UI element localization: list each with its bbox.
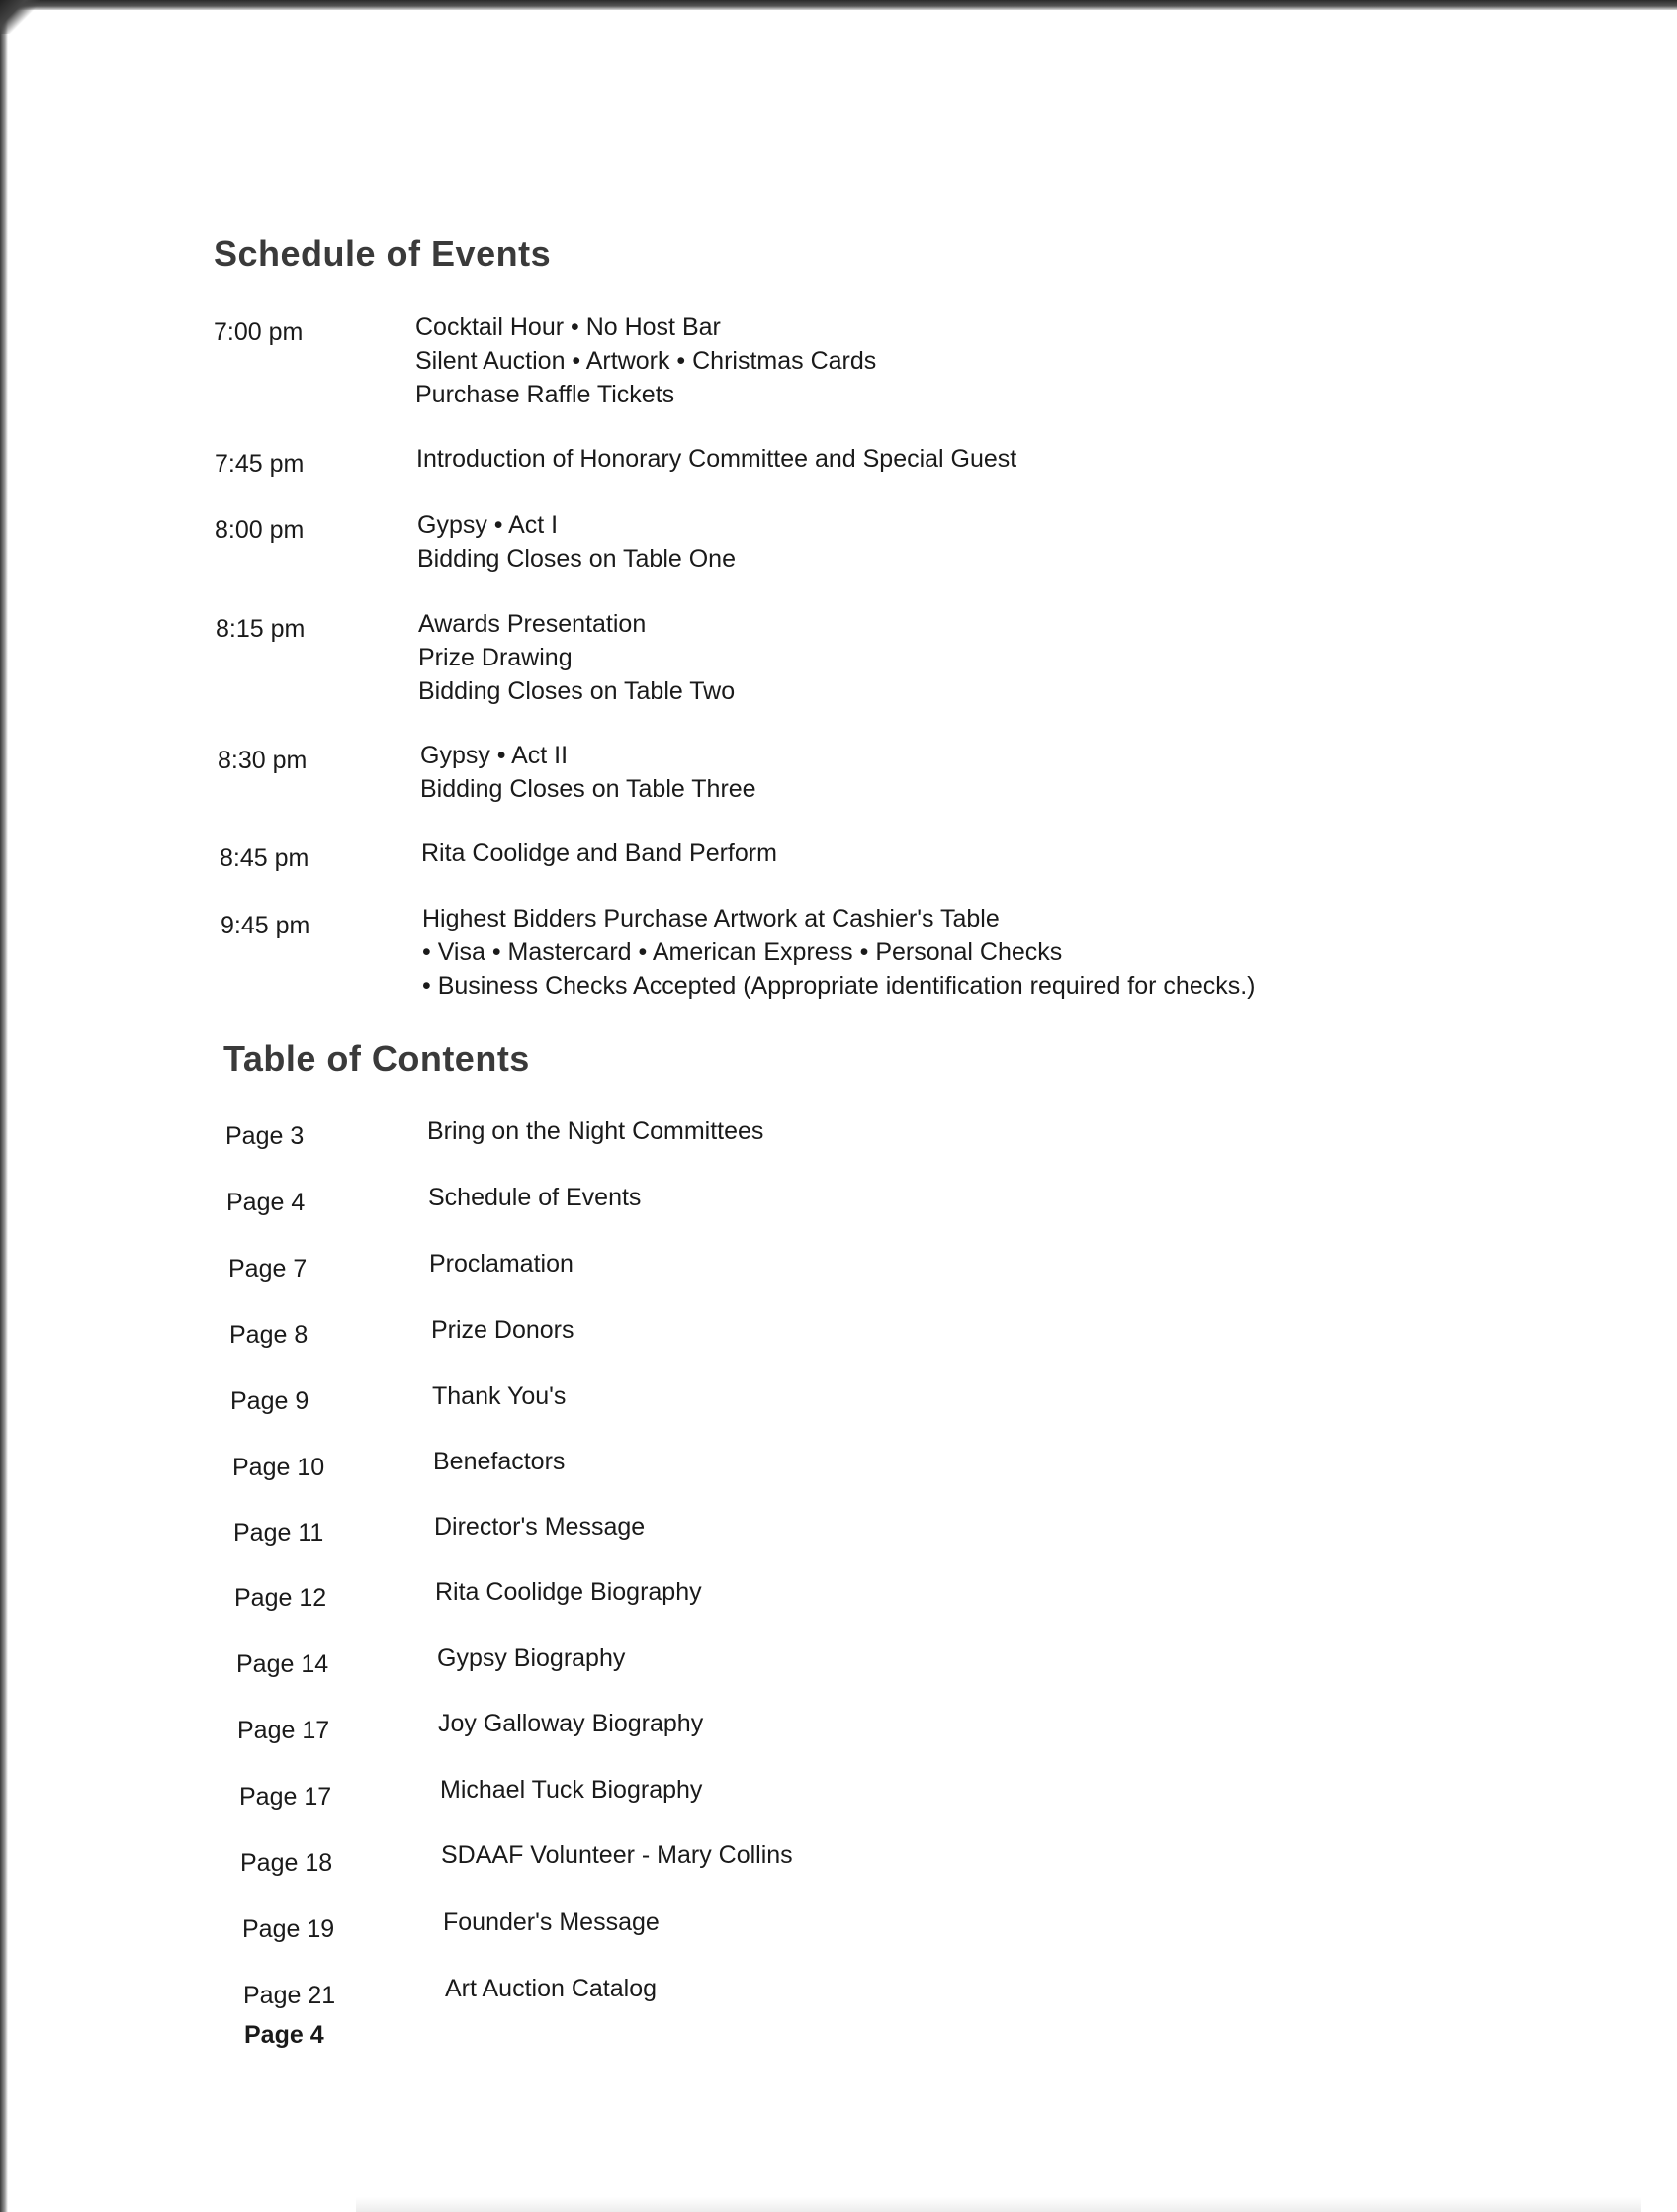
- event-time: 7:00 pm: [214, 318, 304, 346]
- toc-entry-label: Director's Message: [434, 1513, 646, 1541]
- event-line: Bidding Closes on Table One: [417, 545, 736, 573]
- event-description: [415, 310, 876, 411]
- toc-page-number: Page 18: [240, 1849, 333, 1877]
- toc-entry-label: Rita Coolidge Biography: [435, 1578, 702, 1606]
- event-line: Purchase Raffle Tickets: [415, 381, 675, 408]
- toc-page-number: Page 14: [236, 1650, 329, 1678]
- toc-entry-label: Michael Tuck Biography: [440, 1776, 703, 1804]
- event-line: Highest Bidders Purchase Artwork at Cashier's Table: [422, 905, 1000, 932]
- toc-page-number: Page 21: [243, 1982, 336, 2009]
- event-description: [421, 837, 777, 870]
- event-time: 8:15 pm: [216, 615, 306, 643]
- toc-page-number: Page 3: [225, 1122, 305, 1150]
- event-line: Bidding Closes on Table Three: [420, 775, 756, 803]
- event-description: [417, 508, 736, 575]
- event-line: Awards Presentation: [418, 610, 647, 638]
- toc-entry-label: Thank You's: [432, 1382, 567, 1410]
- toc-entry-label: Schedule of Events: [428, 1184, 642, 1211]
- event-description: [416, 442, 1016, 476]
- event-line: Rita Coolidge and Band Perform: [421, 840, 777, 867]
- toc-page-number: Page 4: [226, 1189, 306, 1216]
- toc-page-number: Page 8: [229, 1321, 309, 1349]
- toc-page-number: Page 19: [242, 1915, 335, 1943]
- toc-heading: Table of Contents: [223, 1038, 530, 1079]
- event-line: Gypsy • Act II: [420, 742, 569, 769]
- event-line: Cocktail Hour • No Host Bar: [415, 313, 721, 341]
- schedule-heading: Schedule of Events: [214, 233, 552, 274]
- event-description: [422, 902, 1256, 1003]
- toc-entry-label: Art Auction Catalog: [445, 1975, 658, 2002]
- event-description: [420, 739, 756, 806]
- event-line: Prize Drawing: [418, 644, 573, 671]
- event-time: 8:45 pm: [220, 844, 309, 872]
- toc-entry-label: Benefactors: [433, 1448, 566, 1475]
- toc-page-number: Page 17: [237, 1717, 330, 1744]
- toc-page-number: Page 17: [239, 1783, 332, 1811]
- event-line: Bidding Closes on Table Two: [418, 677, 736, 705]
- toc-entry-label: SDAAF Volunteer - Mary Collins: [441, 1841, 793, 1869]
- toc-entry-label: Gypsy Biography: [437, 1644, 626, 1672]
- toc-page-number: Page 12: [234, 1584, 327, 1612]
- toc-page-number: Page 7: [228, 1255, 308, 1283]
- event-time: 8:30 pm: [218, 747, 308, 774]
- event-line: Gypsy • Act I: [417, 511, 559, 539]
- toc-page-number: Page 10: [232, 1454, 325, 1481]
- scan-edge-top: [0, 0, 1677, 10]
- event-time: 8:00 pm: [215, 516, 305, 544]
- event-line: • Business Checks Accepted (Appropriate identification required for checks.): [422, 972, 1256, 1000]
- event-line: • Visa • Mastercard • American Express • Personal Checks: [422, 938, 1063, 966]
- scan-edge-bottom: [356, 2197, 1641, 2212]
- scan-corner-shadow: [0, 0, 40, 34]
- event-description: [418, 607, 735, 708]
- footer-page-number: Page 4: [244, 2021, 324, 2049]
- event-line: Silent Auction • Artwork • Christmas Cards: [415, 347, 877, 375]
- toc-entry-label: Bring on the Night Committees: [427, 1117, 764, 1145]
- toc-entry-label: Proclamation: [429, 1250, 574, 1278]
- scan-edge-left: [0, 0, 8, 2212]
- toc-entry-label: Prize Donors: [431, 1316, 574, 1344]
- toc-page-number: Page 9: [230, 1387, 309, 1415]
- toc-entry-label: Founder's Message: [443, 1908, 660, 1936]
- event-time: 7:45 pm: [215, 450, 305, 478]
- event-line: Introduction of Honorary Committee and Special Guest: [416, 445, 1017, 473]
- toc-entry-label: Joy Galloway Biography: [438, 1710, 704, 1737]
- toc-page-number: Page 11: [233, 1519, 324, 1547]
- event-time: 9:45 pm: [221, 912, 310, 939]
